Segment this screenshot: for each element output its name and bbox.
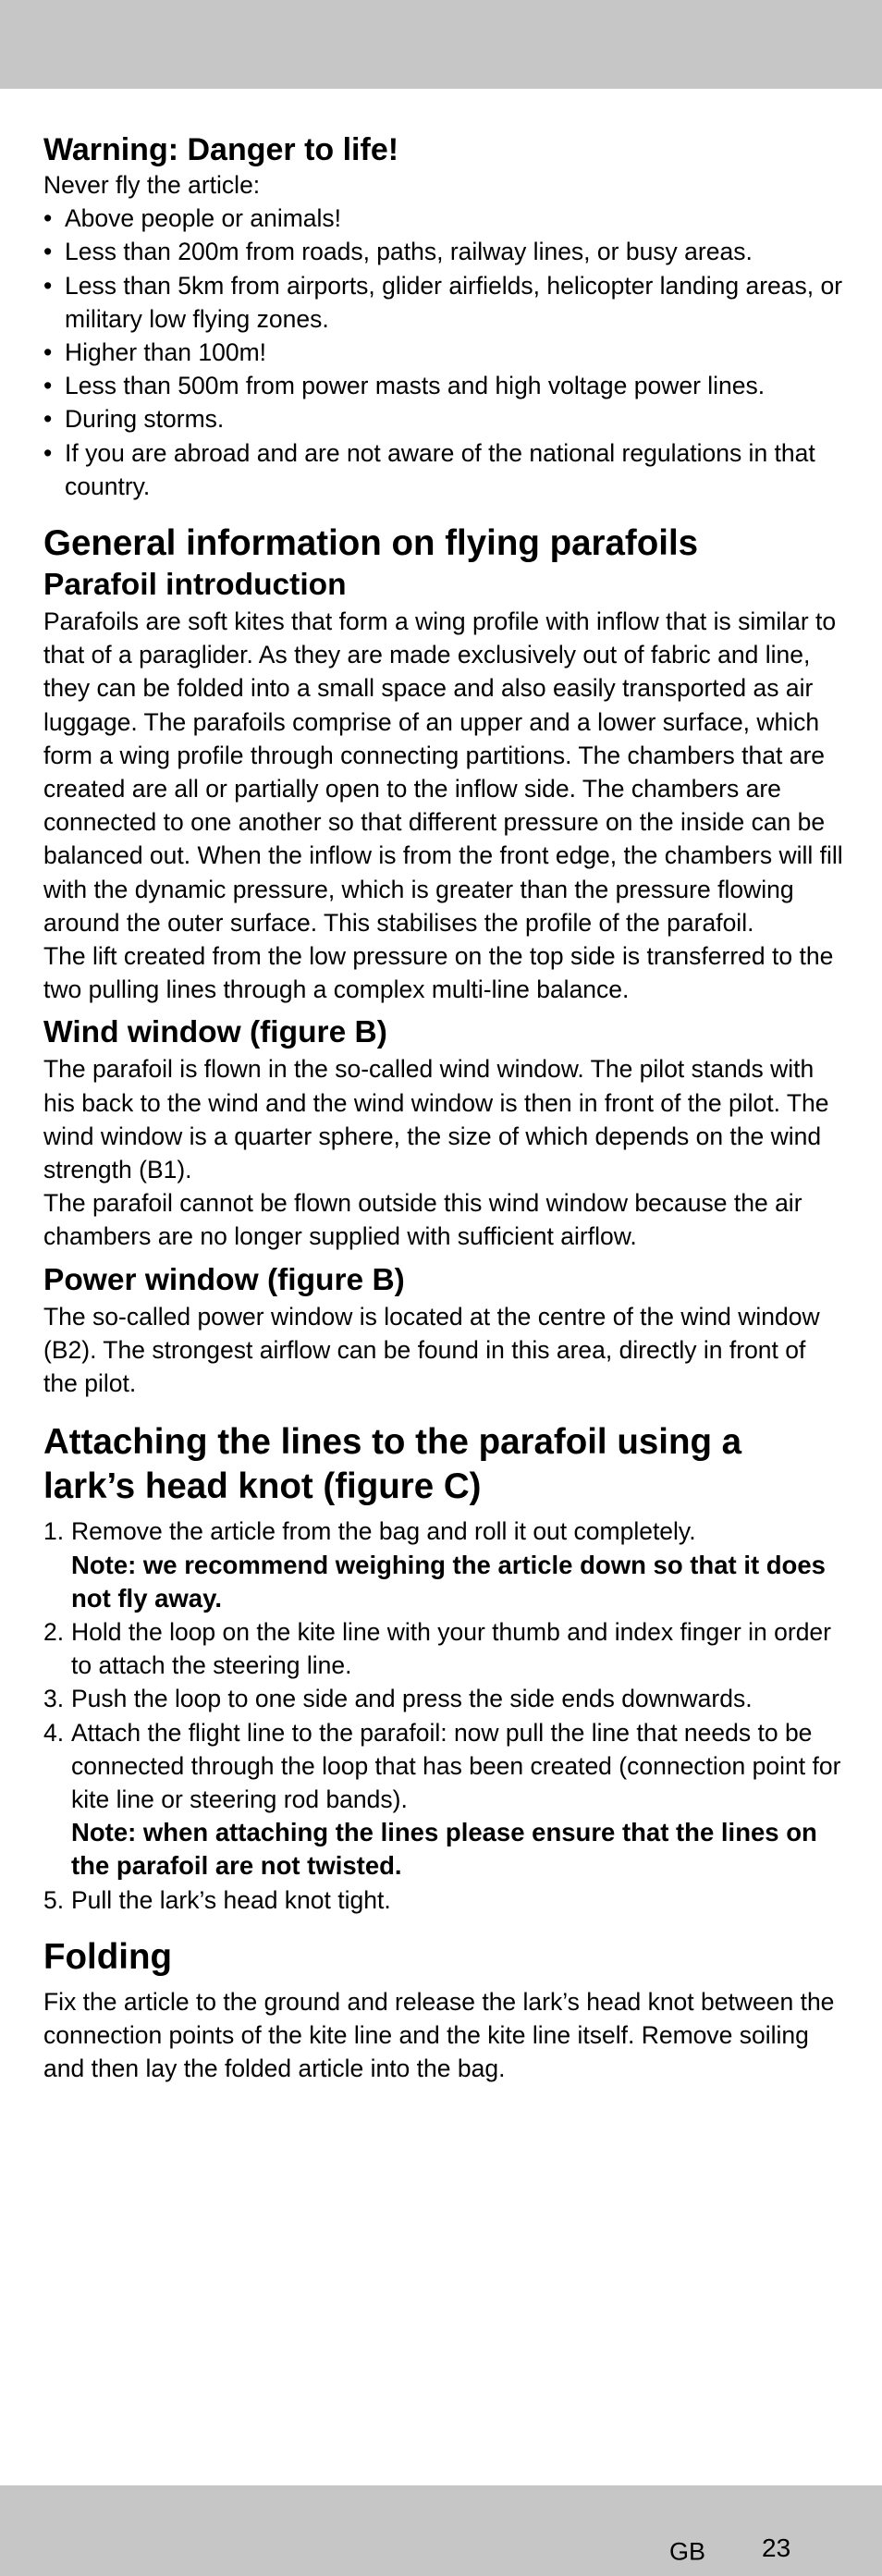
wind-window-paragraph: The parafoil is flown in the so-called wind window. The pilot stands with his back to the wind and the wind window is then in front of the pilot. The wind window is a quarter sphere, the size of which depends on the wind strength (B1). <box>43 1055 829 1184</box>
list-item: • Above people or animals! <box>43 204 342 233</box>
parafoil-intro-title: Parafoil introduction <box>43 568 347 603</box>
page-content <box>43 126 844 2085</box>
folding-paragraph: Fix the article to the ground and release the lark’s head knot between the connection points of the kite line and the kite line itself. Remove soiling and then lay the folded article into the bag. <box>43 1987 835 2083</box>
list-item: • If you are abroad and are not aware of the national regulations in that country. <box>43 438 815 500</box>
step-number: 1. <box>43 1517 65 1546</box>
warning-list <box>43 202 844 503</box>
footer-band <box>0 2485 882 2576</box>
step-number: 3. <box>43 1685 65 1713</box>
power-window-title: Power window (figure B) <box>43 1262 405 1297</box>
step-note: Note: when attaching the lines please ensure that the lines on the parafoil are not twisted. <box>71 1818 817 1881</box>
warning-intro: Never fly the article: <box>43 171 261 199</box>
list-item: • During storms. <box>43 405 225 434</box>
list-item-text: Less than 200m from roads, paths, railway lines, or busy areas. <box>65 238 753 266</box>
step-number: 2. <box>43 1617 65 1646</box>
header-band <box>0 0 882 89</box>
step-text: Attach the flight line to the parafoil: now pull the line that needs to be connected through the loop that has been created (connection point for kite line or steering rod bands). <box>71 1718 841 1813</box>
wind-window-paragraph-2: The parafoil cannot be flown outside this wind window because the air chambers are no longer supplied with sufficient airflow. <box>43 1189 802 1251</box>
step-text: Push the loop to one side and press the side ends downwards. <box>71 1685 753 1713</box>
step-note: Note: we recommend weighing the article down so that it does not fly away. <box>71 1550 826 1613</box>
list-item <box>43 1682 844 1715</box>
parafoil-lift-paragraph: The lift created from the low pressure on the top side is transferred to the two pulling lines through a complex multi-line balance. <box>43 942 834 1004</box>
step-text: Remove the article from the bag and roll it out completely. <box>71 1517 696 1546</box>
list-item <box>43 1883 844 1917</box>
list-item: • Less than 200m from roads, paths, railway lines, or busy areas. <box>43 238 753 266</box>
warning-title: Warning: Danger to life! <box>43 132 399 167</box>
parafoil-intro-paragraph: Parafoils are soft kites that form a wing profile with inflow that is similar to that of a paraglider. As they are made exclusively out of fabric and line, they can be folded into a small space and also easily transported as air luggage. The parafoils comprise of an upper and a lower surface, which form a wing profile through connecting partitions. The chambers that are created are all or partially open to the inflow side. The chambers are connected to one another so that different pressure on the inside can be balanced out. When the inflow is from the front edge, the chambers will fill with the dynamic pressure, which is greater than the pressure flowing around the outer surface. This stabilises the profile of the parafoil. <box>43 607 843 937</box>
step-number: 5. <box>43 1885 65 1914</box>
attaching-section-title <box>43 1420 844 1509</box>
folding-section-title: Folding <box>43 1936 172 1977</box>
attaching-title-line-2: lark’s head knot (figure C) <box>43 1466 482 1507</box>
language-code: GB <box>669 2537 706 2566</box>
wind-window-title: Wind window (figure B) <box>43 1015 387 1050</box>
power-window-paragraph: The so-called power window is located at the centre of the wind window (B2). The strongest airflow can be found in this area, directly in front of the pilot. <box>43 1302 820 1398</box>
list-item-text: Higher than 100m! <box>65 338 267 367</box>
list-item <box>43 1515 844 1615</box>
step-number: 4. <box>43 1718 65 1747</box>
page-number: 23 <box>762 2533 791 2562</box>
attaching-title-line-1: Attaching the lines to the parafoil using a <box>43 1422 742 1463</box>
list-item: • Higher than 100m! <box>43 338 267 367</box>
step-text: Hold the loop on the kite line with your thumb and index finger in order to attach the steering line. <box>71 1617 831 1680</box>
list-item-text: Above people or animals! <box>65 204 342 233</box>
list-item: • Less than 500m from power masts and high voltage power lines. <box>43 372 766 400</box>
list-item <box>43 1615 844 1682</box>
list-item <box>43 1716 844 1883</box>
list-item: • Less than 5km from airports, glider airfields, helicopter landing areas, or military low flying zones. <box>43 271 843 333</box>
attaching-steps <box>43 1515 844 1916</box>
list-item-text: During storms. <box>65 405 225 434</box>
list-item-text: Less than 5km from airports, glider airfields, helicopter landing areas, or military low flying zones. <box>65 271 843 333</box>
general-section-title: General information on flying parafoils <box>43 523 699 564</box>
step-text: Pull the lark’s head knot tight. <box>71 1885 391 1914</box>
list-item-text: Less than 500m from power masts and high voltage power lines. <box>65 372 766 400</box>
list-item-text: If you are abroad and are not aware of the national regulations in that country. <box>65 438 815 500</box>
